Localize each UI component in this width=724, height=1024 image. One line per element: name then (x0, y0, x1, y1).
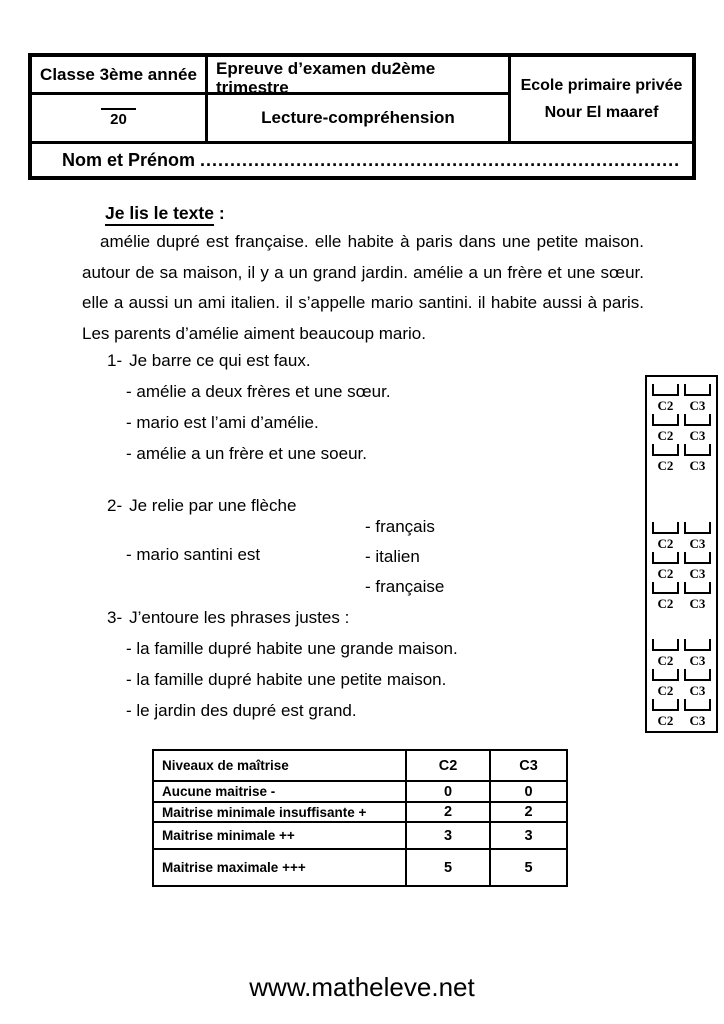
score-bracket-c3 (684, 384, 711, 396)
score-unit (647, 414, 716, 442)
rubric-row-c2: 5 (406, 849, 490, 886)
score-label-c3: C3 (689, 458, 706, 473)
score-unit (647, 582, 716, 610)
score-label-c3: C3 (689, 536, 706, 551)
score-label-c2: C2 (657, 596, 674, 611)
rubric-row-c2: 0 (406, 781, 490, 802)
rubric-header-levels: Niveaux de maîtrise (153, 750, 406, 781)
reading-heading-text: Je lis le texte (105, 203, 214, 226)
exercise-2-option: - française (365, 577, 445, 596)
school-name-line2: Nour El maaref (544, 103, 659, 121)
exercise-3-heading (107, 602, 458, 633)
exercise-1-item: - amélie a deux frères et une sœur. (126, 382, 391, 401)
score-unit (647, 699, 716, 727)
exercise-2-title: Je relie par une flèche (129, 496, 297, 515)
exercise-3-item: - le jardin des dupré est grand. (126, 701, 357, 720)
rubric-table (152, 749, 568, 887)
exercise-3-item: - la famille dupré habite une grande maison. (126, 639, 458, 658)
score-unit (647, 669, 716, 697)
rubric-header-row (153, 750, 567, 781)
score-unit (647, 384, 716, 412)
score-label-c2: C2 (657, 398, 674, 413)
rubric-row-c3: 3 (490, 822, 567, 849)
rubric-row-c2: 3 (406, 822, 490, 849)
score-label-c2: C2 (657, 428, 674, 443)
exercise-1-items (126, 376, 391, 469)
score-unit (647, 522, 716, 550)
exercise-3-number: 3- (107, 608, 123, 627)
exercise-2-option: - français (365, 517, 435, 536)
score-bracket-c2 (652, 639, 679, 651)
score-label-c2: C2 (657, 566, 674, 581)
rubric-row-c3: 5 (490, 849, 567, 886)
exercise-1 (107, 345, 391, 469)
score-group-exercise-3 (647, 639, 716, 729)
rubric-row-label: Aucune maitrise - (153, 781, 406, 802)
rubric-row-label: Maitrise maximale +++ (153, 849, 406, 886)
score-label-c2: C2 (657, 653, 674, 668)
score-marks-column (645, 375, 718, 733)
score-label-c3: C3 (689, 596, 706, 611)
exercise-1-item: - mario est l’ami d’amélie. (126, 413, 319, 432)
rubric-header-c2: C2 (406, 750, 490, 781)
rubric-row-c2: 2 (406, 802, 490, 822)
rubric-row-c3: 2 (490, 802, 567, 822)
rubric-row (153, 802, 567, 822)
score-unit (647, 444, 716, 472)
score-label-c3: C3 (689, 398, 706, 413)
score-bracket-c2 (652, 414, 679, 426)
header-col-class-score (32, 57, 208, 141)
reading-heading (105, 203, 225, 224)
header-main-row (32, 57, 692, 144)
score-bracket-c3 (684, 552, 711, 564)
exercise-1-heading (107, 345, 391, 376)
score-label-c2: C2 (657, 713, 674, 728)
rubric-row-c3: 0 (490, 781, 567, 802)
exercise-2-left-item: - mario santini est (126, 545, 261, 564)
website-url: www.matheleve.net (249, 972, 475, 1002)
exercise-2-number: 2- (107, 496, 123, 515)
score-bracket-c2 (652, 384, 679, 396)
rubric-row (153, 822, 567, 849)
score-bracket-c3 (684, 444, 711, 456)
exercise-1-item: - amélie a un frère et une soeur. (126, 444, 367, 463)
score-bracket-c3 (684, 522, 711, 534)
score-label-c3: C3 (689, 653, 706, 668)
score-label-c3: C3 (689, 428, 706, 443)
rubric-row (153, 781, 567, 802)
header-table (28, 53, 696, 180)
score-bracket-c2 (652, 699, 679, 711)
rubric-row-label: Maitrise minimale insuffisante + (153, 802, 406, 822)
rubric-row (153, 849, 567, 886)
reading-heading-colon: : (213, 203, 225, 223)
score-label-c2: C2 (657, 683, 674, 698)
score-bracket-c2 (652, 552, 679, 564)
school-name-line1: Ecole primaire privée (520, 76, 683, 94)
student-name-row (32, 144, 692, 176)
exam-title-cell: Epreuve d’examen du2ème trimestre (208, 57, 508, 95)
score-bracket-c2 (652, 669, 679, 681)
score-group-exercise-2 (647, 522, 716, 612)
subject-cell: Lecture-compréhension (261, 108, 455, 127)
rubric-row-label: Maitrise minimale ++ (153, 822, 406, 849)
name-label: Nom et Prénom (62, 149, 196, 170)
exercise-3 (107, 602, 458, 726)
score-bracket-c3 (684, 639, 711, 651)
score-group-exercise-1 (647, 384, 716, 474)
exercise-3-title: J’entoure les phrases justes : (129, 608, 350, 627)
score-label-c3: C3 (689, 566, 706, 581)
score-unit (647, 552, 716, 580)
header-col-exam (208, 57, 511, 141)
score-label-c2: C2 (657, 536, 674, 551)
score-bracket-c3 (684, 414, 711, 426)
score-out-of-20: 20 (101, 108, 136, 128)
score-label-c3: C3 (689, 683, 706, 698)
header-col-school (511, 57, 692, 141)
score-bracket-c3 (684, 582, 711, 594)
score-bracket-c2 (652, 444, 679, 456)
score-bracket-c2 (652, 582, 679, 594)
score-cell (32, 95, 205, 141)
exercise-1-number: 1- (107, 351, 123, 370)
exercise-2-heading (107, 490, 296, 521)
exercise-3-item: - la famille dupré habite une petite maison. (126, 670, 447, 689)
exercise-2-option: - italien (365, 547, 420, 566)
score-label-c2: C2 (657, 458, 674, 473)
class-level-cell: Classe 3ème année (32, 57, 205, 95)
exercise-2-options (365, 512, 444, 602)
name-fill-in-line: ................................................................................ (200, 149, 681, 170)
score-bracket-c3 (684, 699, 711, 711)
exercise-3-items (126, 633, 458, 726)
score-bracket-c3 (684, 669, 711, 681)
reading-paragraph: amélie dupré est française. elle habite à paris dans une petite maison. autour de sa maison, il y a un grand jardin. amélie a un frère et une sœur. elle a aussi un ami italien. il s’appelle mario santini. il habite aussi à paris. Les parents d’amélie aiment beaucoup mario. (82, 232, 644, 343)
score-bracket-c2 (652, 522, 679, 534)
score-label-c3: C3 (689, 713, 706, 728)
exercise-1-title: Je barre ce qui est faux. (129, 351, 311, 370)
rubric-header-c3: C3 (490, 750, 567, 781)
score-unit (647, 639, 716, 667)
